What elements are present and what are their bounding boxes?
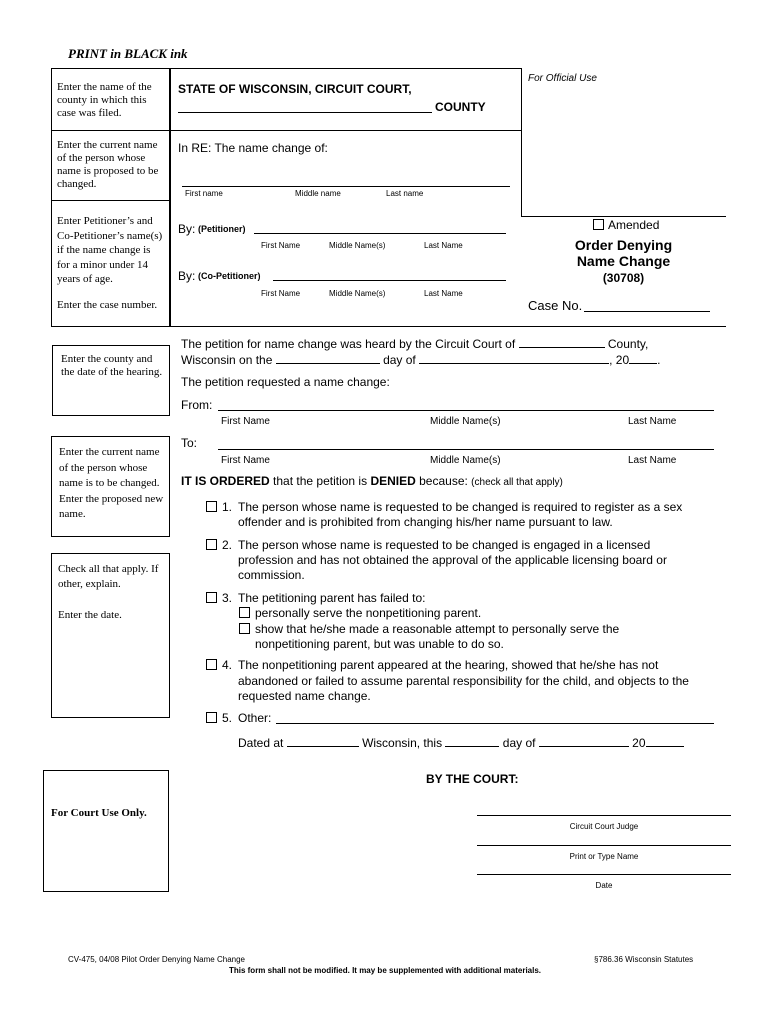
reason-1-text-1: The person whose name is requested to be changed is required to register as a sex [238, 500, 683, 514]
by-label: By: [178, 269, 196, 283]
hearing-year-field[interactable] [629, 352, 657, 364]
dated-line: Dated at Wisconsin, this day of 20 [238, 735, 684, 751]
judge-label: Circuit Court Judge [569, 822, 639, 831]
reason-4-text-3: requested name change. [238, 689, 371, 703]
petitioner-line [254, 233, 506, 234]
from-label: From: [181, 398, 213, 412]
case-no-label: Case No. [528, 298, 583, 313]
amended-label: Amended [608, 218, 660, 232]
reason-5-other-field[interactable] [276, 723, 714, 724]
reason-2-text-1: The person whose name is requested to be changed is engaged in a licensed [238, 538, 651, 552]
petition-heard-line1: The petition for name change was heard by the Circuit Court of County, [181, 337, 649, 351]
requested-label: The petition requested a name change: [181, 375, 390, 389]
dated-day-field[interactable] [445, 735, 499, 747]
instruction-petitioners: Enter Petitioner’s and Co-Petitioner’s name(s) if the name change is for a minor under 14 years of age. [57, 215, 163, 285]
reason-1-text-2: offender and is prohibited from changing his/her name pursuant to law. [238, 515, 613, 529]
hearing-day-field[interactable] [276, 352, 380, 364]
print-name-line[interactable] [477, 845, 731, 846]
to-middle-label: Middle Name(s) [430, 455, 501, 466]
copetitioner-last-label: Last Name [424, 289, 463, 298]
petitioner-middle-label: Middle Name(s) [329, 241, 386, 250]
instruction-current-new-name: Enter the current name of the person whose name is to be changed. Enter the proposed new name. [59, 446, 164, 520]
form-id: CV-475, 04/08 Pilot Order Denying Name Change [68, 955, 245, 964]
reason-3a-checkbox[interactable] [239, 607, 250, 618]
copetitioner-first-label: First Name [261, 289, 301, 298]
date-line[interactable] [477, 874, 731, 875]
reason-3-checkbox[interactable] [206, 592, 217, 603]
instruction-enter-date: Enter the date. [58, 609, 122, 621]
ordered-statement: IT IS ORDERED that the petition is DENIED because: (check all that apply) [181, 474, 563, 488]
petitioner-first-label: First Name [261, 241, 301, 250]
middle-name-label: Middle name [295, 189, 341, 198]
reason-5-checkbox[interactable] [206, 712, 217, 723]
reason-3-text: The petitioning parent has failed to: [238, 591, 426, 605]
reason-2-number: 2. [222, 538, 233, 552]
county-name-line [178, 112, 432, 113]
caption-right-border [521, 68, 522, 216]
reason-4-text-1: The nonpetitioning parent appeared at the hearing, showed that he/she has not [238, 658, 659, 672]
judge-signature-line[interactable] [477, 815, 731, 816]
copetitioner-middle-label: Middle Name(s) [329, 289, 386, 298]
instruction-case-number: Enter the case number. [57, 299, 158, 311]
case-no-field[interactable] [584, 311, 710, 312]
caption-bottom-border [170, 326, 726, 327]
copetitioner-line [273, 280, 506, 281]
reason-3-number: 3. [222, 591, 233, 605]
instruction-current-name: Enter the current name of the person whose name is proposed to be changed. [57, 139, 159, 190]
name-change-line [182, 186, 510, 187]
from-name-field[interactable] [218, 410, 714, 411]
instruction-check-all: Check all that apply. If other, explain. [58, 563, 159, 590]
court-use-box [43, 770, 169, 892]
petitioner-last-label: Last Name [424, 241, 463, 250]
first-name-label: First name [185, 189, 223, 198]
county-label: COUNTY [435, 100, 486, 114]
reason-3b-checkbox[interactable] [239, 623, 250, 634]
instruction-county-date: Enter the county and the date of the hearing. [61, 353, 163, 378]
reason-4-text-2: abandoned or failed to assume parental responsibility for the child, and objects to the [238, 674, 689, 688]
from-last-label: Last Name [628, 416, 677, 427]
reason-5-other-label: Other: [238, 711, 272, 725]
sidebar-divider [51, 130, 170, 131]
in-re-label: In RE: The name change of: [178, 141, 328, 155]
hearing-month-field[interactable] [419, 352, 609, 364]
form-title-line1: Order Denying [574, 237, 673, 253]
dated-month-field[interactable] [539, 735, 629, 747]
reason-1-number: 1. [222, 500, 233, 514]
reason-2-text-3: commission. [238, 568, 305, 582]
reason-3b-text-1: show that he/she made a reasonable attempt to personally serve the [255, 622, 620, 636]
reason-4-checkbox[interactable] [206, 659, 217, 670]
reason-5-number: 5. [222, 711, 233, 725]
last-name-label: Last name [386, 189, 424, 198]
statute-reference: §786.36 Wisconsin Statutes [594, 955, 694, 964]
caption-top-border [170, 68, 521, 69]
to-label: To: [181, 436, 198, 450]
by-the-court-label: BY THE COURT: [426, 772, 519, 786]
reason-1-checkbox[interactable] [206, 501, 217, 512]
reason-3b-text-2: nonpetitioning parent, but was unable to do so. [255, 637, 504, 651]
form-code: (30708) [602, 271, 645, 285]
reason-2-checkbox[interactable] [206, 539, 217, 550]
to-name-field[interactable] [218, 449, 714, 450]
reason-3a-text: personally serve the nonpetitioning parent. [255, 606, 482, 620]
date-label: Date [595, 881, 613, 890]
state-court-heading: STATE OF WISCONSIN, CIRCUIT COURT, [178, 82, 412, 96]
copetitioner-label: (Co-Petitioner) [198, 271, 261, 281]
official-use-bottom [521, 216, 726, 217]
caption-divider [170, 130, 521, 131]
footer-notice: This form shall not be modified. It may be supplemented with additional materials. [228, 966, 542, 975]
form-title-line2: Name Change [576, 253, 671, 269]
petitioner-label: (Petitioner) [198, 224, 246, 234]
dated-year-field[interactable] [646, 735, 684, 747]
reason-2-text-2: profession and has not obtained the approval of the applicable licensing board or [238, 553, 667, 567]
court-use-label: For Court Use Only. [51, 807, 147, 819]
print-name-label: Print or Type Name [569, 852, 639, 861]
court-county-field[interactable] [519, 336, 605, 348]
print-note: PRINT in BLACK ink [68, 46, 188, 61]
to-last-label: Last Name [628, 455, 677, 466]
from-middle-label: Middle Name(s) [430, 416, 501, 427]
to-first-label: First Name [221, 455, 270, 466]
caption-left-border [170, 68, 171, 327]
amended-checkbox[interactable] [593, 219, 604, 230]
reason-4-number: 4. [222, 658, 233, 672]
instruction-county-filed: Enter the name of the county in which this case was filed. [57, 81, 152, 119]
dated-at-field[interactable] [287, 735, 359, 747]
petition-heard-line2: Wisconsin on the day of , 20 . [181, 353, 661, 367]
from-first-label: First Name [221, 416, 270, 427]
by-label: By: [178, 222, 196, 236]
sidebar-divider [51, 200, 170, 201]
official-use-label: For Official Use [528, 73, 597, 84]
